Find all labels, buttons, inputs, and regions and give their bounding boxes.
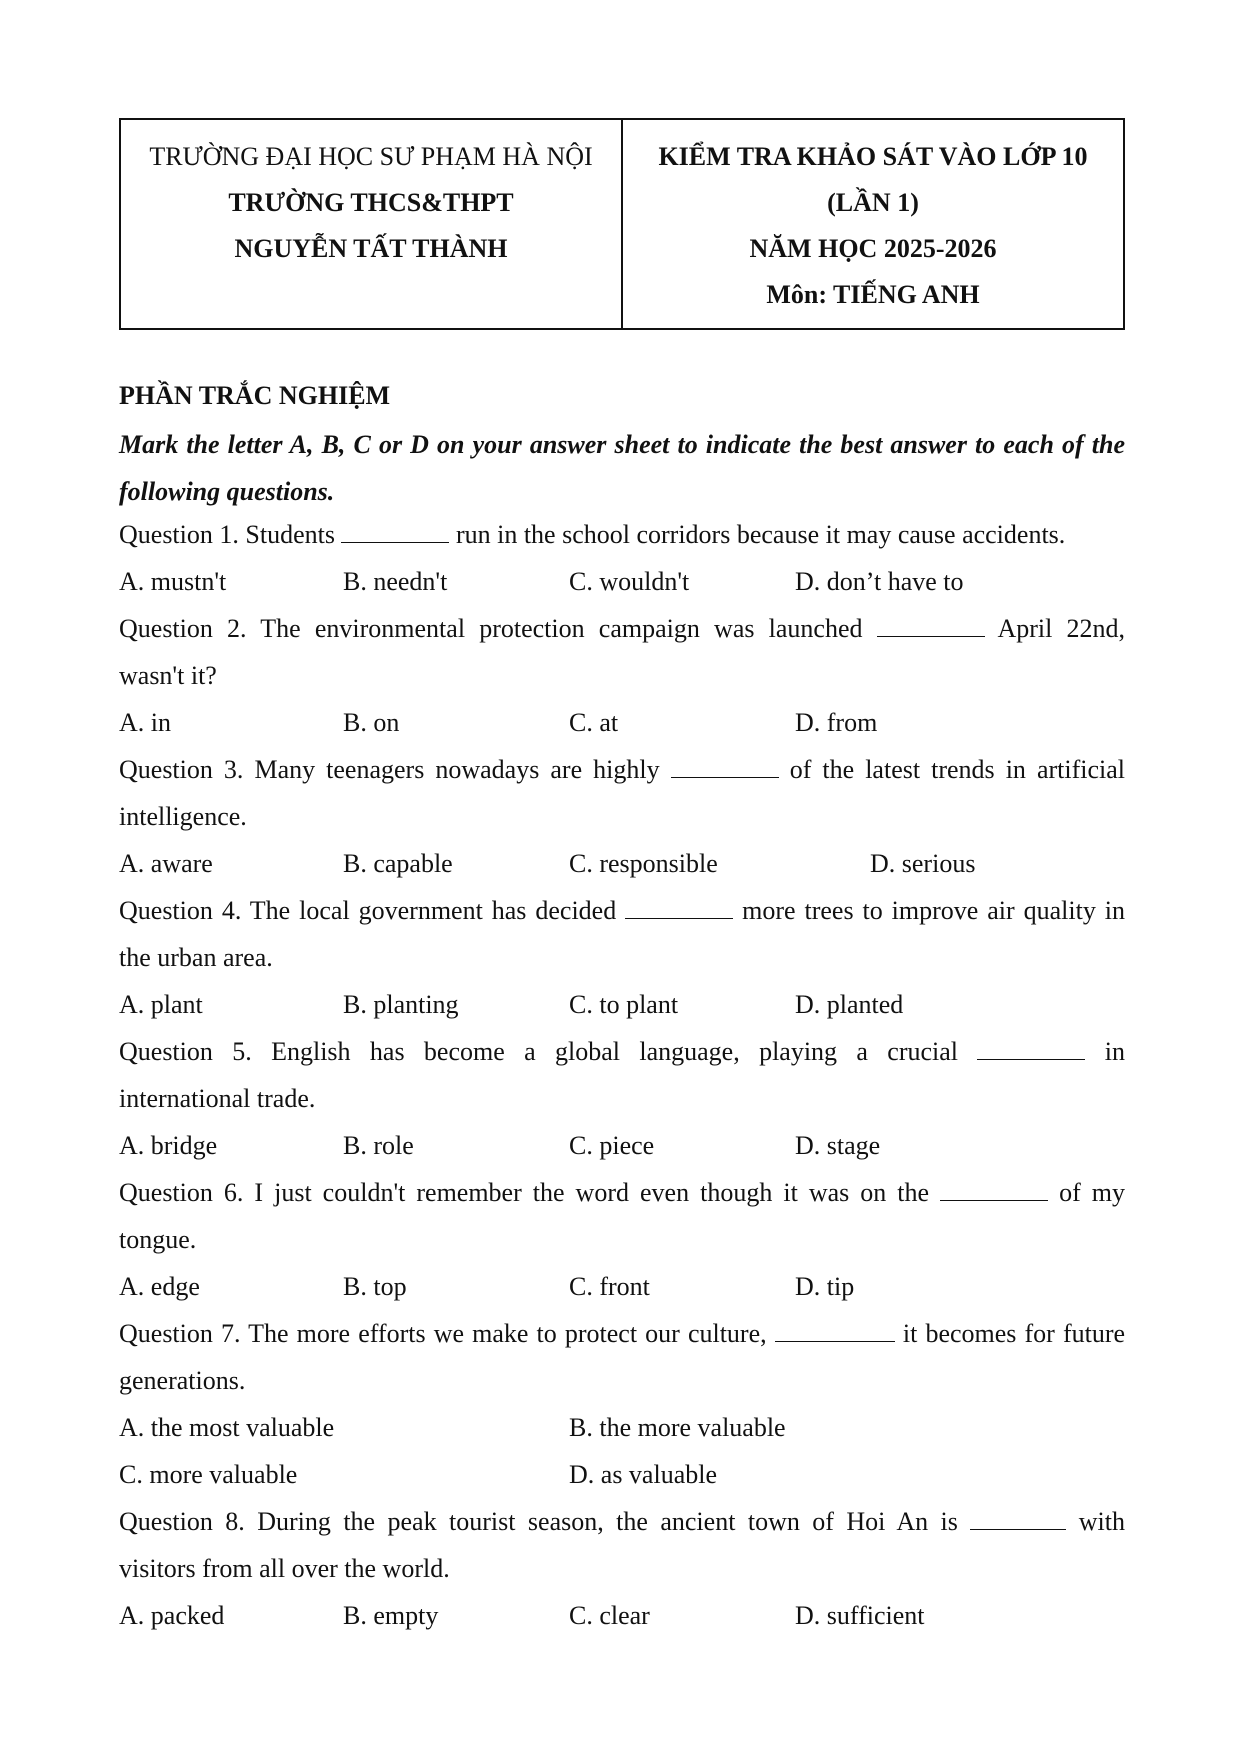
option-d: D. planted [795, 990, 904, 1019]
section-title: PHẦN TRẮC NGHIỆM [119, 381, 391, 410]
answer-blank [625, 892, 733, 919]
university-name: TRƯỜNG ĐẠI HỌC SƯ PHẠM HÀ NỘI [149, 142, 593, 171]
option-c: C. at [569, 708, 619, 737]
question-continuation: visitors from all over the world. [119, 1554, 450, 1583]
option-c: C. piece [569, 1131, 655, 1160]
option-a: A. edge [119, 1272, 200, 1301]
option-b: B. capable [343, 849, 453, 878]
option-b: B. planting [343, 990, 459, 1019]
question-text: of the latest trends in artificial [789, 755, 1126, 784]
option-a: A. aware [119, 849, 213, 878]
question-text: Question 5. English has become a global language, playing a crucial [119, 1037, 959, 1066]
question-continuation: international trade. [119, 1084, 316, 1113]
option-d: D. as valuable [569, 1460, 718, 1489]
exam-title: KIỂM TRA KHẢO SÁT VÀO LỚP 10 [658, 142, 1088, 171]
answer-blank [671, 751, 779, 778]
question-5 [119, 1028, 1125, 1075]
option-c: C. clear [569, 1601, 650, 1630]
question-3 [119, 746, 1125, 793]
option-b: B. top [343, 1272, 407, 1301]
school-year: NĂM HỌC 2025-2026 [749, 234, 997, 263]
option-b: B. the more valuable [569, 1413, 786, 1442]
school-info-cell [120, 119, 622, 329]
question-7 [119, 1310, 1125, 1357]
question-continuation: the urban area. [119, 943, 273, 972]
question-4 [119, 887, 1125, 934]
option-a: A. mustn't [119, 567, 227, 596]
exam-round: (LẦN 1) [827, 188, 919, 217]
exam-page [119, 118, 1126, 1630]
question-text: of my [1059, 1178, 1126, 1207]
option-a: A. the most valuable [119, 1413, 335, 1442]
option-b: B. empty [343, 1601, 439, 1630]
option-d: D. tip [795, 1272, 855, 1301]
option-d: D. stage [795, 1131, 881, 1160]
school-name: NGUYỄN TẤT THÀNH [234, 234, 508, 263]
question-text: Question 6. I just couldn't remember the word even though it was on the [119, 1178, 930, 1207]
answer-blank [977, 1033, 1085, 1060]
instructions: Mark the letter A, B, C or D on your answer sheet to indicate the best answer to each of the following questions. [119, 430, 1125, 506]
question-2 [119, 605, 1125, 652]
question-text: in [1104, 1037, 1125, 1066]
question-text: run in the school corridors because it may cause accidents. [455, 520, 1066, 549]
question-continuation: tongue. [119, 1225, 197, 1254]
answer-blank [341, 516, 449, 543]
option-c: C. more valuable [119, 1460, 298, 1489]
question-continuation: intelligence. [119, 802, 247, 831]
question-text: Question 2. The environmental protection campaign was launched [119, 614, 863, 643]
option-c: C. front [569, 1272, 650, 1301]
question-continuation: wasn't it? [119, 661, 217, 690]
question-text: Question 3. Many teenagers nowadays are highly [119, 755, 660, 784]
option-b: B. on [343, 708, 400, 737]
question-8 [119, 1498, 1125, 1545]
subject: Môn: TIẾNG ANH [766, 280, 980, 309]
question-text: more trees to improve air quality in [742, 896, 1126, 925]
answer-blank [970, 1503, 1066, 1530]
question-text: it becomes for future [902, 1319, 1126, 1348]
option-a: A. packed [119, 1601, 225, 1630]
question-text: Question 1. Students [119, 520, 335, 549]
answer-blank [877, 610, 985, 637]
question-continuation: generations. [119, 1366, 246, 1395]
question-text: Question 8. During the peak tourist season, the ancient town of Hoi An is [119, 1507, 958, 1536]
option-c: C. responsible [569, 849, 718, 878]
question-text: Question 4. The local government has decided [119, 896, 617, 925]
exam-header-table [119, 118, 1125, 330]
school-type: TRƯỜNG THCS&THPT [228, 188, 514, 217]
answer-blank [775, 1315, 895, 1342]
option-a: A. in [119, 708, 171, 737]
option-d: D. sufficient [795, 1601, 925, 1630]
option-d: D. don’t have to [795, 567, 964, 596]
answer-blank [940, 1174, 1048, 1201]
question-text: April 22nd, [997, 614, 1125, 643]
question-text: Question 7. The more efforts we make to protect our culture, [119, 1319, 767, 1348]
option-d: D. from [795, 708, 878, 737]
question-1 [119, 511, 1125, 558]
question-text: with [1078, 1507, 1126, 1536]
option-b: B. role [343, 1131, 414, 1160]
exam-info-cell [622, 119, 1124, 329]
option-c: C. to plant [569, 990, 679, 1019]
option-a: A. plant [119, 990, 203, 1019]
option-d: D. serious [870, 849, 976, 878]
option-b: B. needn't [343, 567, 448, 596]
option-c: C. wouldn't [569, 567, 690, 596]
question-6 [119, 1169, 1125, 1216]
option-a: A. bridge [119, 1131, 218, 1160]
